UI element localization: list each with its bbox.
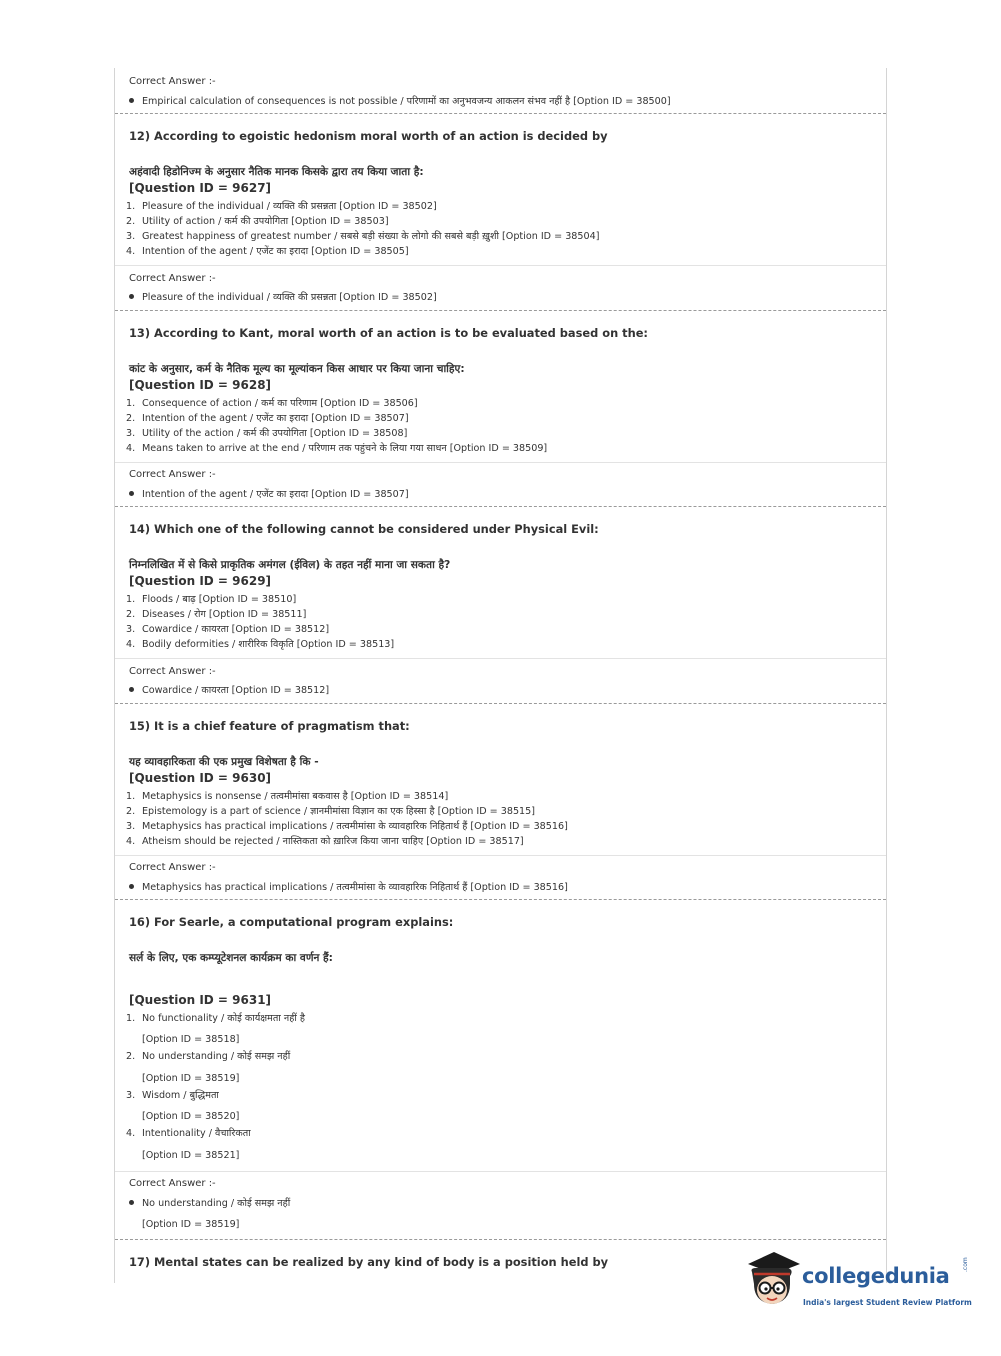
question-12-id: [Question ID = 9627] bbox=[129, 181, 272, 195]
option-item: 4. Atheism should be rejected / नास्तिकता को ख़ारिज किया जाना चाहिए [Option ID = 38517] bbox=[126, 836, 524, 847]
correct-answer-label: Correct Answer :- bbox=[129, 76, 216, 87]
option-id: [Option ID = 38521] bbox=[142, 1150, 240, 1161]
option-item: 4. Means taken to arrive at the end / परिणाम तक पहुंचने के लिया गया साधन [Option ID = 38509] bbox=[126, 443, 548, 454]
option-item: 2. No understanding / कोई समझ नहीं bbox=[126, 1051, 291, 1062]
option-item: 4. Bodily deformities / शारीरिक विकृति [Option ID = 38513] bbox=[126, 639, 395, 650]
question-13-title: 13) According to Kant, moral worth of an action is to be evaluated based on the: bbox=[129, 326, 648, 340]
brand-domain: .com bbox=[962, 1257, 969, 1272]
option-id: [Option ID = 38520] bbox=[142, 1111, 240, 1122]
correct-answer: Pleasure of the individual / व्यक्ति की प्रसन्नता [Option ID = 38502] bbox=[129, 290, 437, 303]
answer-divider bbox=[115, 1171, 886, 1172]
option-item: 2. Epistemology is a part of science / ज्ञानमीमांसा विज्ञान का एक हिस्सा है [Option ID = 38515] bbox=[126, 806, 536, 817]
answer-divider bbox=[115, 855, 886, 856]
question-16-title: 16) For Searle, a computational program explains: bbox=[129, 915, 454, 929]
bullet-icon bbox=[129, 687, 134, 692]
correct-answer-label: Correct Answer :- bbox=[129, 469, 216, 480]
option-item: 1. No functionality / कोई कार्यक्षमता नहीं है bbox=[126, 1013, 305, 1024]
bullet-icon bbox=[129, 884, 134, 889]
option-item: 4. Intention of the agent / एजेंट का इरादा [Option ID = 38505] bbox=[126, 246, 409, 257]
bullet-icon bbox=[129, 491, 134, 496]
option-id: [Option ID = 38519] bbox=[142, 1073, 240, 1084]
bullet-icon bbox=[129, 1200, 134, 1205]
question-paper-page bbox=[114, 68, 887, 1283]
correct-answer: Intention of the agent / एजेंट का इरादा [Option ID = 38507] bbox=[129, 487, 409, 500]
option-item: 1. Floods / बाढ़ [Option ID = 38510] bbox=[126, 594, 297, 605]
question-separator bbox=[115, 113, 886, 114]
mascot-icon bbox=[742, 1250, 802, 1312]
option-item: 3. Utility of the action / कर्म की उपयोगिता [Option ID = 38508] bbox=[126, 428, 408, 439]
option-item: 1. Consequence of action / कर्म का परिणाम [Option ID = 38506] bbox=[126, 398, 418, 409]
correct-answer: Empirical calculation of consequences is not possible / परिणामों का अनुभवजन्य आकलन संभव नहीं है [Option ID = 38500] bbox=[129, 94, 671, 107]
correct-answer-option-id: [Option ID = 38519] bbox=[142, 1219, 240, 1230]
question-14-hindi: निम्नलिखित में से किसे प्राकृतिक अमंगल (ईविल) के तहत नहीं माना जा सकता है? bbox=[129, 559, 451, 571]
question-16-id: [Question ID = 9631] bbox=[129, 993, 272, 1007]
option-item: 2. Utility of action / कर्म की उपयोगिता [Option ID = 38503] bbox=[126, 216, 389, 227]
correct-answer-label: Correct Answer :- bbox=[129, 1178, 216, 1189]
option-item: 2. Intention of the agent / एजेंट का इरादा [Option ID = 38507] bbox=[126, 413, 409, 424]
bullet-icon bbox=[129, 98, 134, 103]
answer-divider bbox=[115, 265, 886, 266]
question-13-id: [Question ID = 9628] bbox=[129, 378, 272, 392]
option-item: 3. Wisdom / बुद्धिमता bbox=[126, 1090, 219, 1101]
option-item: 3. Metaphysics has practical implications / तत्वमीमांसा के व्यावहारिक निहितार्थ हैं [Option ID = 38516] bbox=[126, 821, 568, 832]
collegedunia-logo bbox=[742, 1250, 972, 1320]
question-separator bbox=[115, 506, 886, 507]
question-14-id: [Question ID = 9629] bbox=[129, 574, 272, 588]
question-13-hindi: कांट के अनुसार, कर्म के नैतिक मूल्य का मूल्यांकन किस आधार पर किया जाना चाहिए: bbox=[129, 363, 465, 375]
question-15-id: [Question ID = 9630] bbox=[129, 771, 272, 785]
question-separator bbox=[115, 703, 886, 704]
question-17-title: 17) Mental states can be realized by any kind of body is a position held by bbox=[129, 1255, 609, 1269]
option-item: 3. Cowardice / कायरता [Option ID = 38512] bbox=[126, 624, 330, 635]
question-12-hindi: अहंवादी हिडोनिज्म के अनुसार नैतिक मानक किसके द्वारा तय किया जाता है: bbox=[129, 166, 424, 178]
option-item: 1. Pleasure of the individual / व्यक्ति की प्रसन्नता [Option ID = 38502] bbox=[126, 201, 437, 212]
question-separator bbox=[115, 899, 886, 900]
correct-answer-label: Correct Answer :- bbox=[129, 666, 216, 677]
option-item: 2. Diseases / रोग [Option ID = 38511] bbox=[126, 609, 307, 620]
question-15-hindi: यह व्यावहारिकता की एक प्रमुख विशेषता है कि - bbox=[129, 756, 319, 768]
correct-answer: Metaphysics has practical implications / तत्वमीमांसा के व्यावहारिक निहितार्थ हैं [Option ID = 38516] bbox=[129, 880, 568, 893]
correct-answer: No understanding / कोई समझ नहीं bbox=[129, 1196, 290, 1209]
question-12-title: 12) According to egoistic hedonism moral worth of an action is decided by bbox=[129, 129, 608, 143]
correct-answer-label: Correct Answer :- bbox=[129, 862, 216, 873]
question-16-hindi: सर्ल के लिए, एक कम्प्यूटेशनल कार्यक्रम का वर्णन हैं: bbox=[129, 952, 333, 964]
question-separator bbox=[115, 1239, 886, 1240]
answer-divider bbox=[115, 462, 886, 463]
question-15-title: 15) It is a chief feature of pragmatism that: bbox=[129, 719, 410, 733]
brand-tagline: India's largest Student Review Platform bbox=[803, 1298, 972, 1307]
bullet-icon bbox=[129, 294, 134, 299]
question-separator bbox=[115, 310, 886, 311]
question-14-title: 14) Which one of the following cannot be considered under Physical Evil: bbox=[129, 522, 599, 536]
option-item: 3. Greatest happiness of greatest number / सबसे बड़ी संख्या के लोगो की सबसे बड़ी ख़ुशी [Option ID = 38504] bbox=[126, 231, 600, 242]
correct-answer-label: Correct Answer :- bbox=[129, 273, 216, 284]
option-item: 1. Metaphysics is nonsense / तत्वमीमांसा बकवास है [Option ID = 38514] bbox=[126, 791, 449, 802]
option-item: 4. Intentionality / वैचारिकता bbox=[126, 1128, 251, 1139]
correct-answer: Cowardice / कायरता [Option ID = 38512] bbox=[129, 683, 329, 696]
brand-name: collegedunia bbox=[802, 1264, 950, 1288]
option-id: [Option ID = 38518] bbox=[142, 1034, 240, 1045]
answer-divider bbox=[115, 658, 886, 659]
